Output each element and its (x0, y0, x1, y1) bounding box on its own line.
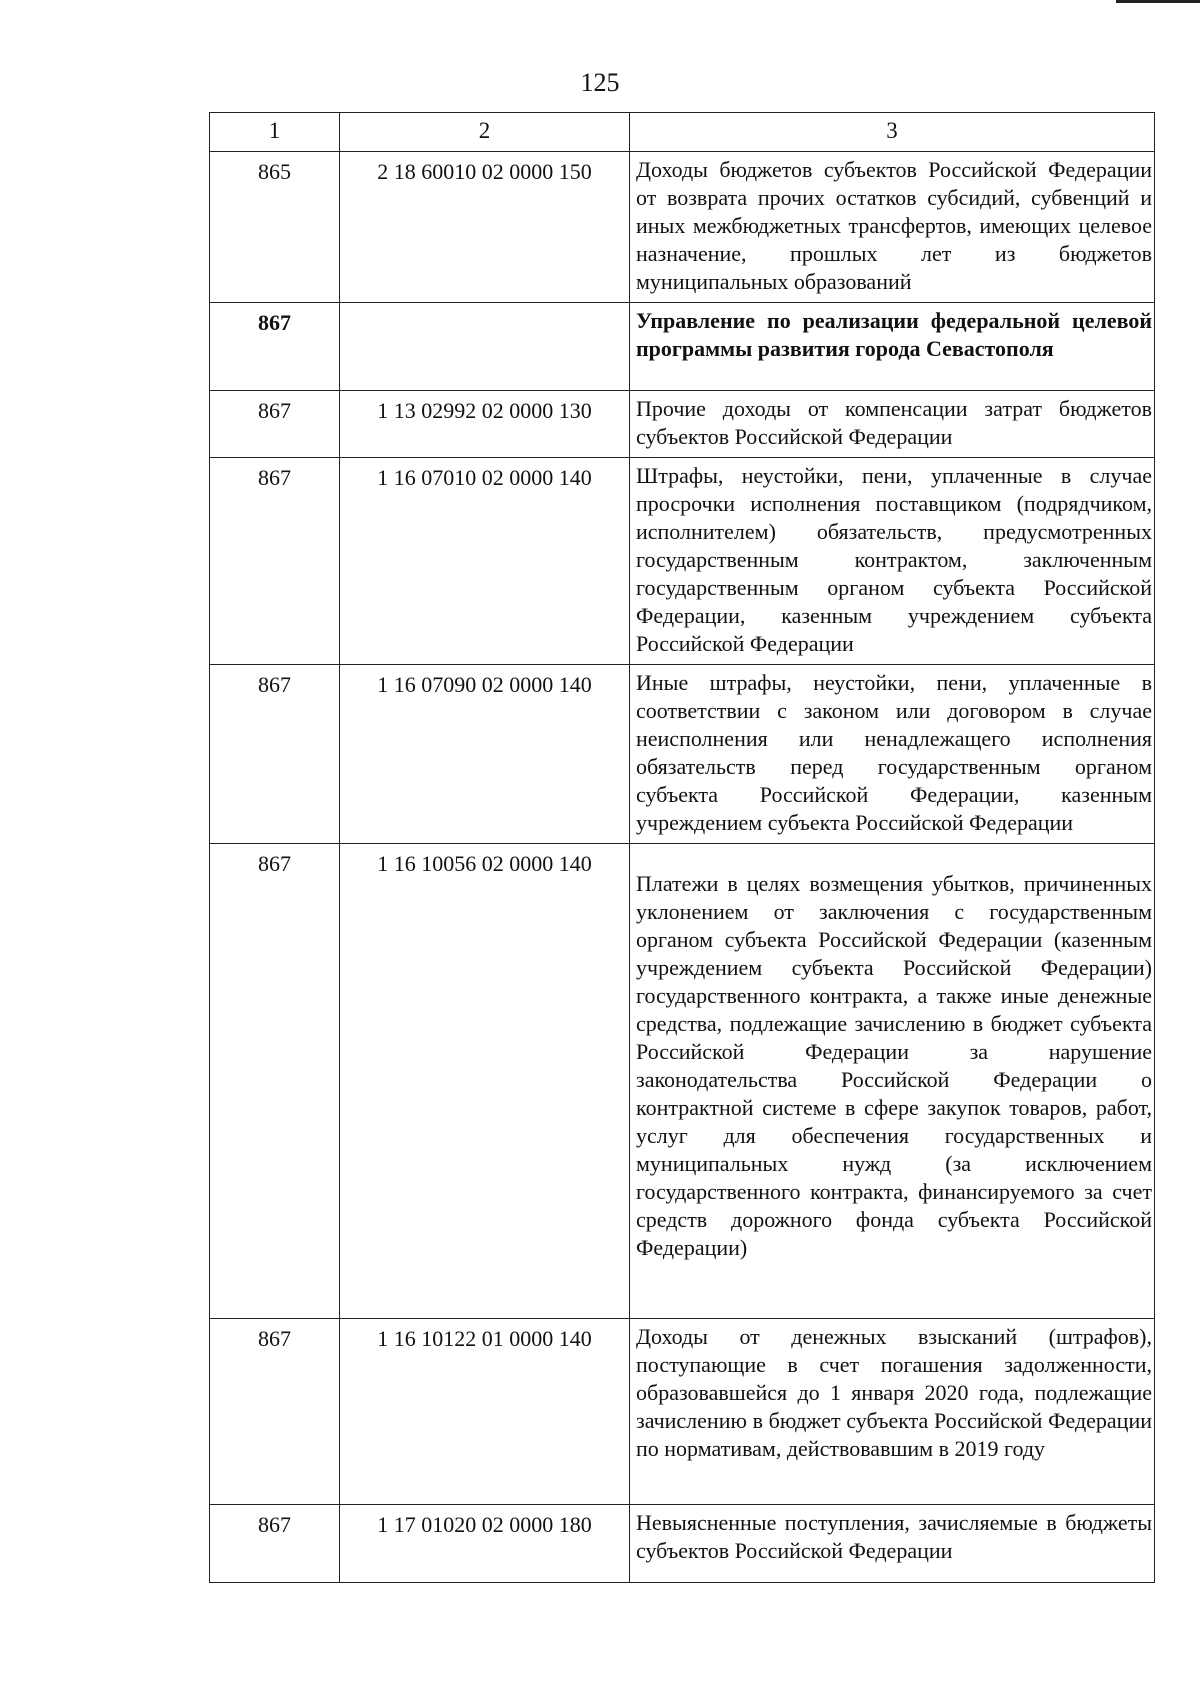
description-cell: Платежи в целях возмещения убытков, причиненных уклонением от заключения с государственным органом субъекта Российской Федерации (казенным учреждением субъекта Российской Федерации) государственного контракта, а также иные денежные средства, подлежащие зачислению в бюджет субъекта Российской Федерации за нарушение законодательства Российской Федерации о контрактной системе в сфере закупок товаров, работ, услуг для обеспечения государственных и муниципальных нужд (за исключением государственного контракта, финансируемого за счет средств дорожного фонда субъекта Российской Федерации) (630, 844, 1155, 1319)
table-header-row (210, 113, 1155, 152)
admin-code-cell: 865 (210, 152, 340, 303)
admin-code-cell: 867 (210, 458, 340, 665)
section-title-cell: Управление по реализации федеральной целевой программы развития города Севастополя (630, 303, 1155, 391)
table-row (210, 458, 1155, 665)
table-row (210, 1505, 1155, 1583)
admin-code-cell: 867 (210, 303, 340, 391)
description-cell: Прочие доходы от компенсации затрат бюджетов субъектов Российской Федерации (630, 391, 1155, 458)
description-cell: Доходы от денежных взысканий (штрафов), поступающие в счет погашения задолженности, образовавшейся до 1 января 2020 года, подлежащие зачислению в бюджет субъекта Российской Федерации по нормативам, действовавшим в 2019 году (630, 1319, 1155, 1505)
revenue-codes-table (209, 112, 1155, 1583)
description-cell: Невыясненные поступления, зачисляемые в бюджеты субъектов Российской Федерации (630, 1505, 1155, 1583)
column-header-3: 3 (630, 113, 1155, 152)
table-row (210, 844, 1155, 1319)
admin-code-cell: 867 (210, 665, 340, 844)
description-cell: Доходы бюджетов субъектов Российской Федерации от возврата прочих остатков субсидий, субвенций и иных межбюджетных трансфертов, имеющих целевое назначение, прошлых лет из бюджетов муниципальных образований (630, 152, 1155, 303)
table-row (210, 665, 1155, 844)
revenue-code-cell: 1 16 07010 02 0000 140 (340, 458, 630, 665)
table-row (210, 1319, 1155, 1505)
description-cell: Иные штрафы, неустойки, пени, уплаченные в соответствии с законом или договором в случае неисполнения или ненадлежащего исполнения обязательств перед государственным органом субъекта Российской Федерации, казенным учреждением субъекта Российской Федерации (630, 665, 1155, 844)
admin-code-cell: 867 (210, 1505, 340, 1583)
table-row (210, 152, 1155, 303)
table-row-section-header (210, 303, 1155, 391)
revenue-code-cell: 2 18 60010 02 0000 150 (340, 152, 630, 303)
admin-code-cell: 867 (210, 1319, 340, 1505)
page-number: 125 (580, 68, 620, 97)
revenue-code-cell: 1 16 07090 02 0000 140 (340, 665, 630, 844)
table-row (210, 391, 1155, 458)
top-rule (1116, 0, 1200, 3)
revenue-code-cell: 1 16 10056 02 0000 140 (340, 844, 630, 1319)
column-header-1: 1 (210, 113, 340, 152)
revenue-code-cell (340, 303, 630, 391)
revenue-code-cell: 1 16 10122 01 0000 140 (340, 1319, 630, 1505)
revenue-code-cell: 1 17 01020 02 0000 180 (340, 1505, 630, 1583)
admin-code-cell: 867 (210, 844, 340, 1319)
description-cell: Штрафы, неустойки, пени, уплаченные в случае просрочки исполнения поставщиком (подрядчиком, исполнителем) обязательств, предусмотренных государственным контрактом, заключенным государственным органом субъекта Российской Федерации, казенным учреждением субъекта Российской Федерации (630, 458, 1155, 665)
revenue-code-cell: 1 13 02992 02 0000 130 (340, 391, 630, 458)
column-header-2: 2 (340, 113, 630, 152)
admin-code-cell: 867 (210, 391, 340, 458)
